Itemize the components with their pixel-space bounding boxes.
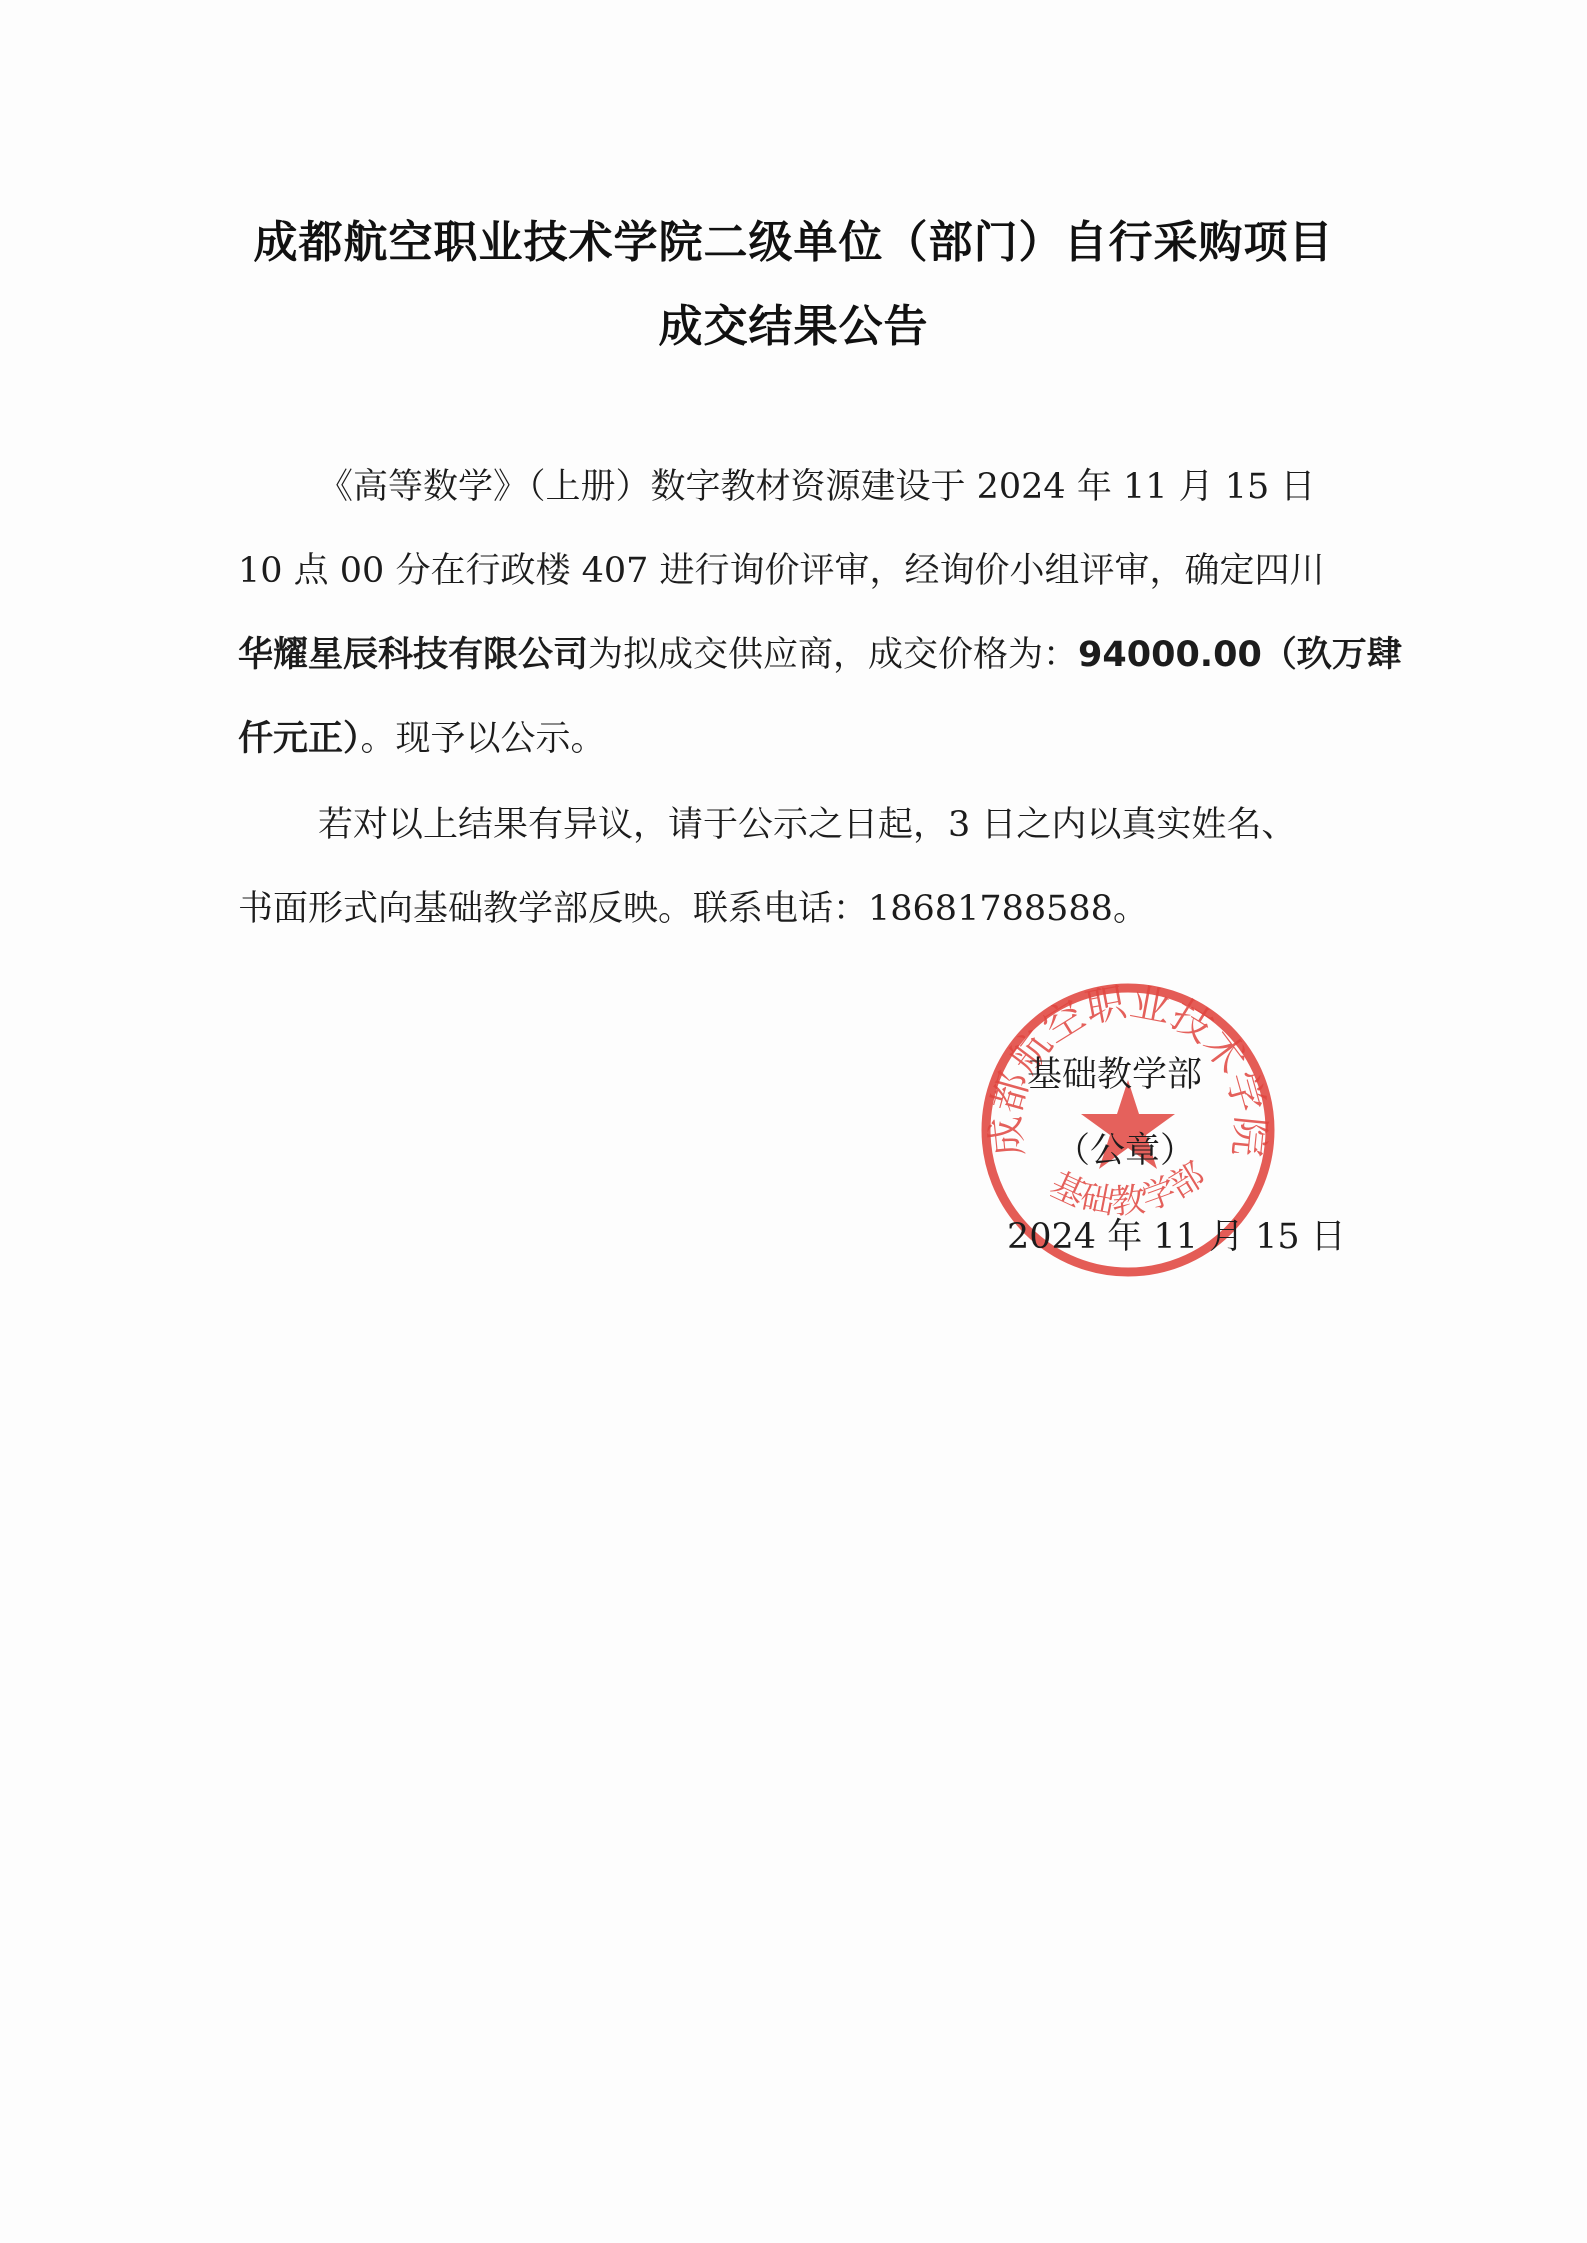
deal-amount: 94000.00（玖万肆: [1078, 635, 1402, 675]
paragraph-1-line-2: 10 点 00 分在行政楼 407 进行询价评审，经询价小组评审，确定四川: [238, 551, 1325, 591]
deal-amount-continued: 仟元正）: [238, 719, 361, 759]
seal-inner-text: 基础教学部: [1043, 1154, 1213, 1223]
paragraph-1-line-4-rest: 。现予以公示。: [360, 719, 606, 759]
signature-seal-note: （公章）: [1055, 1131, 1196, 1171]
paragraph-1-line-4: [238, 714, 1348, 764]
title-line-1: 成都航空职业技术学院二级单位（部门）自行采购项目: [253, 217, 1334, 268]
paragraph-2-line-2: 书面形式向基础教学部反映。联系电话：18681788588。: [238, 889, 1148, 929]
signature-date: 2024 年 11 月 15 日: [1007, 1217, 1346, 1257]
paragraph-2-line-1: 若对以上结果有异议，请于公示之日起，3 日之内以真实姓名、: [318, 805, 1297, 845]
paragraph-1-line-1: 《高等数学》（上册）数字教材资源建设于 2024 年 11 月 15 日: [318, 467, 1316, 507]
paragraph-1-line-3-mid: 为拟成交供应商，成交价格为：: [588, 635, 1079, 675]
seal-outer-text: 成都航空职业技术学院: [982, 980, 1274, 1159]
signature-department: 基础教学部: [1027, 1055, 1203, 1095]
title-line-2: 成交结果公告: [658, 301, 929, 352]
supplier-name: 华耀星辰科技有限公司: [238, 635, 589, 675]
paragraph-1-line-3: [238, 630, 1402, 680]
